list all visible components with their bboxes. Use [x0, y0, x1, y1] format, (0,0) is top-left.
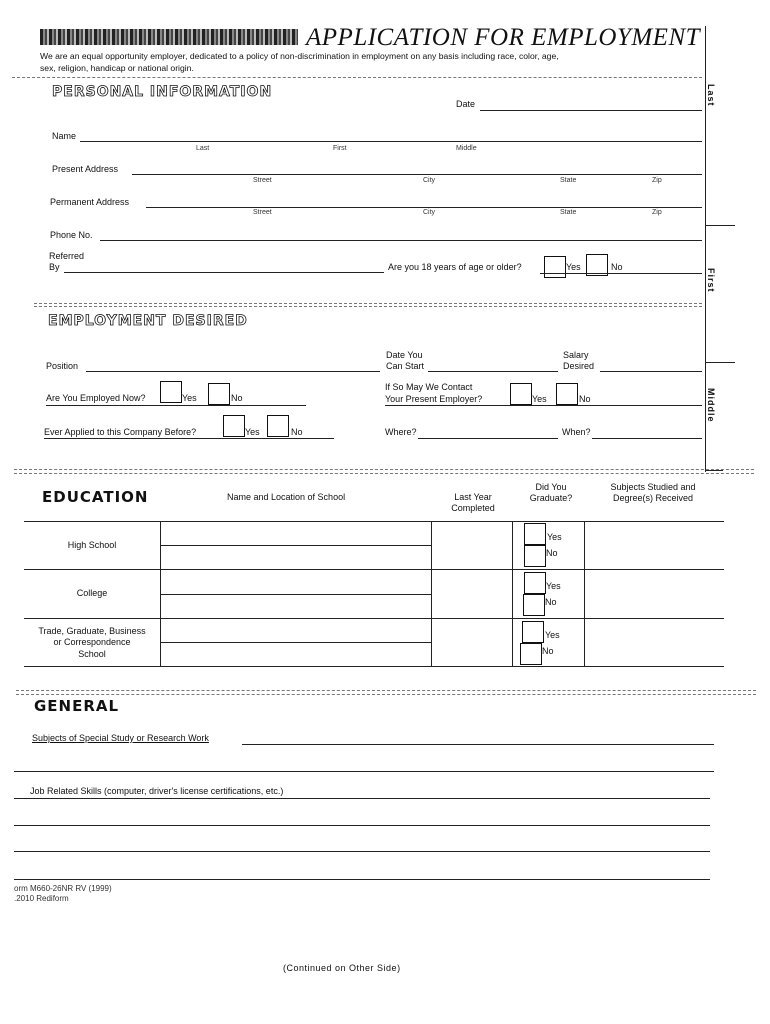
special-study-label: Subjects of Special Study or Research Work	[32, 733, 209, 743]
college-grad-yes-label: Yes	[546, 581, 561, 591]
copyright: .2010 Rediform	[14, 894, 69, 903]
job-skills-line-4[interactable]	[14, 879, 710, 880]
col-graduate-header-1: Did You	[535, 482, 567, 492]
applied-before-label: Ever Applied to this Company Before?	[44, 427, 197, 437]
col-last-year-header-1: Last Year	[454, 492, 492, 502]
college-grad-yes-checkbox[interactable]	[524, 572, 546, 594]
when-line[interactable]	[592, 438, 702, 439]
employed-now-label: Are You Employed Now?	[46, 393, 146, 403]
edu-row-trade-line2: or Correspondence	[53, 637, 131, 647]
present-city-caption: City	[423, 177, 436, 184]
job-skills-label: Job Related Skills (computer, driver's license certifications, etc.)	[30, 786, 284, 796]
age-yes-checkbox[interactable]	[544, 256, 566, 278]
date-start-label-1: Date You	[386, 350, 423, 360]
name-label: Name	[52, 131, 77, 141]
salary-label-1: Salary	[563, 350, 589, 360]
hs-grad-no-checkbox[interactable]	[524, 545, 546, 567]
col-subjects-header-1: Subjects Studied and	[610, 482, 696, 492]
age-question: Are you 18 years of age or older?	[388, 262, 522, 272]
trade-grad-no-label: No	[542, 646, 554, 656]
contact-no-checkbox[interactable]	[556, 383, 578, 405]
col-subjects-header-2: Degree(s) Received	[612, 493, 694, 503]
trade-grad-yes-label: Yes	[545, 630, 560, 640]
form-title: APPLICATION FOR EMPLOYMENT	[306, 24, 701, 51]
when-label: When?	[562, 427, 591, 437]
special-study-line-1[interactable]	[242, 744, 714, 745]
date-line[interactable]	[480, 110, 702, 111]
contact-no-label: No	[579, 394, 591, 404]
employed-yes-label: Yes	[182, 393, 197, 403]
eeo-statement-line1: We are an equal opportunity employer, dedicated to a policy of non-discrimination in employment on any basis including race, color, age,	[40, 51, 559, 61]
employed-no-checkbox[interactable]	[208, 383, 230, 405]
phone-line[interactable]	[100, 240, 702, 241]
logo-stripe	[40, 29, 298, 45]
permanent-state-caption: State	[560, 209, 577, 216]
general-heading: GENERAL	[34, 697, 120, 715]
name-last-caption: Last	[196, 145, 210, 152]
tab-first: First	[706, 268, 716, 293]
contact-yes-label: Yes	[532, 394, 547, 404]
job-skills-line-1[interactable]	[14, 798, 710, 799]
edu-row-high-school: High School	[67, 540, 117, 550]
tab-last: Last	[706, 84, 716, 107]
special-study-line-2[interactable]	[14, 771, 714, 772]
eeo-statement-line2: sex, religion, handicap or national origin.	[40, 63, 194, 73]
present-zip-caption: Zip	[652, 177, 662, 184]
col-graduate-header-2: Graduate?	[529, 493, 573, 503]
edu-row-trade-line3: School	[78, 649, 106, 659]
phone-label: Phone No.	[50, 230, 93, 240]
referred-label-1: Referred	[49, 251, 85, 261]
hs-grad-no-label: No	[546, 548, 558, 558]
present-state-caption: State	[560, 177, 577, 184]
contact-yes-checkbox[interactable]	[510, 383, 532, 405]
continued-note: (Continued on Other Side)	[283, 963, 401, 973]
date-start-line[interactable]	[428, 371, 558, 372]
salary-line[interactable]	[600, 371, 702, 372]
name-first-caption: First	[333, 145, 347, 152]
permanent-city-caption: City	[423, 209, 436, 216]
permanent-address-label: Permanent Address	[50, 197, 130, 207]
date-start-label-2: Can Start	[386, 361, 425, 371]
salary-label-2: Desired	[563, 361, 595, 371]
where-label: Where?	[385, 427, 417, 437]
trade-grad-no-checkbox[interactable]	[520, 643, 542, 665]
name-middle-caption: Middle	[456, 145, 477, 152]
position-label: Position	[46, 361, 79, 371]
age-yes-label: Yes	[566, 262, 581, 272]
employed-yes-checkbox[interactable]	[160, 381, 182, 403]
hs-grad-yes-checkbox[interactable]	[524, 523, 546, 545]
present-address-label: Present Address	[52, 164, 119, 174]
permanent-street-caption: Street	[253, 209, 272, 216]
trade-grad-yes-checkbox[interactable]	[522, 621, 544, 643]
employment-desired-heading: EMPLOYMENT DESIRED	[48, 313, 248, 329]
age-no-label: No	[611, 262, 623, 272]
job-skills-line-3[interactable]	[14, 851, 710, 852]
permanent-zip-caption: Zip	[652, 209, 662, 216]
personal-info-heading: PERSONAL INFORMATION	[52, 84, 273, 100]
applied-no-label: No	[291, 427, 303, 437]
education-heading: EDUCATION	[42, 488, 149, 506]
referred-line[interactable]	[64, 272, 384, 273]
contact-label-1: If So May We Contact	[385, 382, 473, 392]
col-school-header: Name and Location of School	[227, 492, 346, 502]
where-line[interactable]	[418, 438, 558, 439]
applied-no-checkbox[interactable]	[267, 415, 289, 437]
referred-label-2: By	[49, 262, 60, 272]
name-line[interactable]	[80, 141, 702, 142]
date-label: Date	[456, 99, 476, 109]
col-last-year-header-2: Completed	[451, 503, 495, 513]
present-street-caption: Street	[253, 177, 272, 184]
tab-middle: Middle	[706, 388, 716, 423]
employed-no-label: No	[231, 393, 243, 403]
edu-row-trade-line1: Trade, Graduate, Business	[38, 626, 146, 636]
present-address-line[interactable]	[132, 174, 702, 175]
college-grad-no-label: No	[545, 597, 557, 607]
job-skills-line-2[interactable]	[14, 825, 710, 826]
applied-yes-checkbox[interactable]	[223, 415, 245, 437]
contact-label-2: Your Present Employer?	[385, 394, 483, 404]
form-number: orm M660-26NR RV (1999)	[14, 884, 112, 893]
hs-grad-yes-label: Yes	[547, 532, 562, 542]
position-line[interactable]	[86, 371, 380, 372]
edu-row-college: College	[76, 588, 108, 598]
permanent-address-line[interactable]	[146, 207, 702, 208]
applied-yes-label: Yes	[245, 427, 260, 437]
college-grad-no-checkbox[interactable]	[523, 594, 545, 616]
